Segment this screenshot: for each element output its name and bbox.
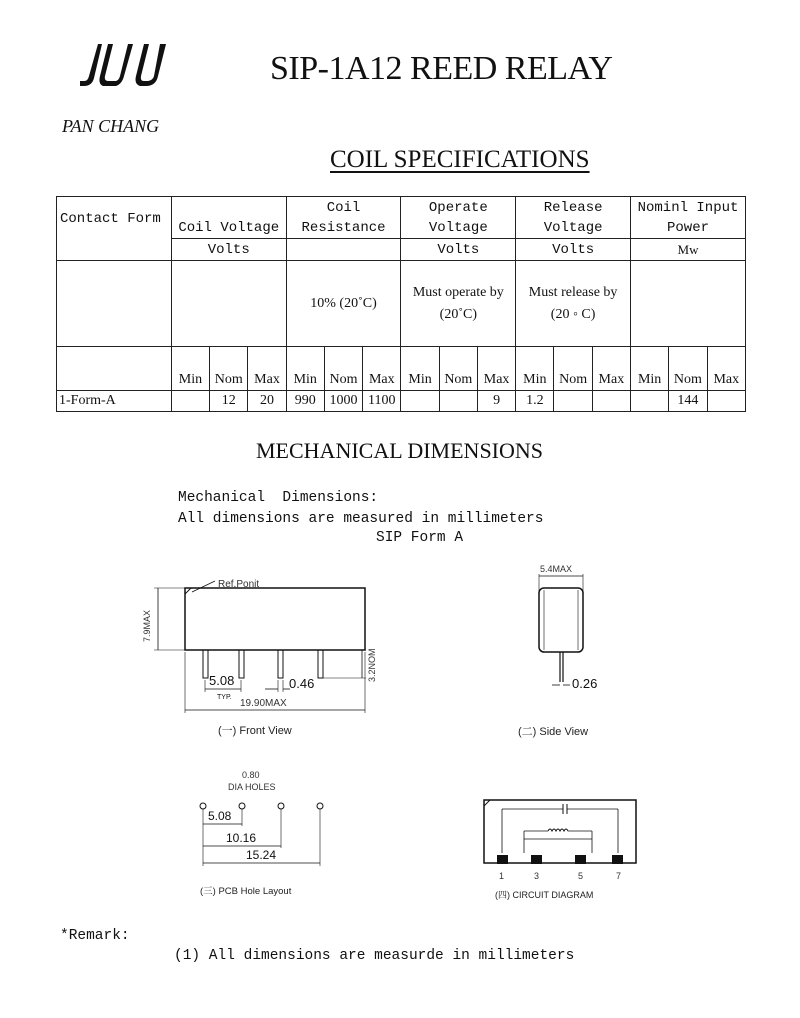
sub-header-cell: Min	[516, 347, 554, 391]
mechanical-dimensions-heading: MECHANICAL DIMENSIONS	[256, 438, 544, 463]
data-cell: 9	[477, 391, 515, 412]
unit-volts: Volts	[171, 239, 286, 261]
data-cell: 1100	[363, 391, 401, 412]
header-input-power: Nominl Input Power	[631, 197, 746, 239]
height-label: 7.9MAX	[142, 609, 152, 642]
pitch-label: 5.08	[209, 673, 235, 688]
holes-size-label: 0.80	[242, 770, 260, 780]
data-cell: 144	[669, 391, 707, 412]
page-title: SIP-1A12 REED RELAY	[270, 50, 613, 87]
sub-header-cell: Max	[363, 347, 401, 391]
data-cell	[707, 391, 745, 412]
sub-header-cell: Max	[592, 347, 630, 391]
header-operate-voltage: Operate Voltage	[401, 197, 516, 239]
pcb-d1-label: 5.08	[208, 809, 232, 823]
pcb-hole-layout-drawing	[190, 766, 350, 901]
data-cell: 20	[248, 391, 286, 412]
notes-blank	[631, 261, 746, 347]
pin-5-label: 5	[578, 871, 584, 881]
data-cell	[592, 391, 630, 412]
side-pin-label: 0.26	[572, 676, 598, 691]
data-cell: 1.2	[516, 391, 554, 412]
pin-width-label: 0.46	[289, 676, 315, 691]
sub-header-cell: Min	[401, 347, 439, 391]
unit-volts: Volts	[516, 239, 631, 261]
sub-header-cell: Nom	[554, 347, 592, 391]
header-contact-form: Contact Form	[57, 197, 172, 261]
ju-logo	[78, 40, 170, 92]
sub-header-cell: Min	[286, 347, 324, 391]
sub-header-cell: Nom	[324, 347, 362, 391]
sip-form-label: SIP Form A	[376, 530, 464, 546]
sub-header-cell: Min	[631, 347, 669, 391]
data-cell	[439, 391, 477, 412]
pin-7-label: 7	[616, 871, 622, 881]
sub-header-cell: Nom	[669, 347, 707, 391]
header-coil-voltage: Coil Voltage	[171, 197, 286, 239]
holes-dia-label: DIA HOLES	[228, 782, 276, 792]
coil-spec-table	[56, 196, 746, 412]
sub-header-cell: Max	[707, 347, 745, 391]
sub-header-cell: Nom	[439, 347, 477, 391]
remark-label: *Remark:	[60, 928, 130, 944]
sub-header-cell: Max	[248, 347, 286, 391]
pcb-d3-label: 15.24	[246, 848, 277, 862]
side-width-label: 5.4MAX	[540, 564, 573, 574]
remark-item-1: (1) All dimensions are measurde in millimeters	[174, 948, 575, 964]
circuit-diagram-drawing	[480, 795, 640, 905]
ref-point-label: Ref.Ponit	[218, 579, 260, 590]
header-release-voltage: Release Voltage	[516, 197, 631, 239]
length-label: 19.90MAX	[240, 698, 287, 709]
sub-header-cell: Max	[477, 347, 515, 391]
operate-note: Must operate by (20˚C)	[401, 261, 516, 347]
unit-mw: Mw	[631, 239, 746, 261]
unit-volts: Volts	[401, 239, 516, 261]
resistance-note: 10% (20˚C)	[286, 261, 401, 347]
data-cell: 12	[210, 391, 248, 412]
pcb-caption: (三) PCB Hole Layout	[200, 886, 292, 897]
row-label: 1-Form-A	[57, 391, 172, 412]
sub-header-cell: Min	[171, 347, 209, 391]
data-cell: 990	[286, 391, 324, 412]
side-view-caption: (二) Side View	[518, 726, 589, 738]
data-cell	[554, 391, 592, 412]
data-cell: 1000	[324, 391, 362, 412]
circuit-caption: (四) CIRCUIT DIAGRAM	[495, 890, 594, 900]
pcb-d2-label: 10.16	[226, 831, 257, 845]
mechanical-intro: Mechanical Dimensions: All dimensions are measured in millimeters	[178, 490, 544, 527]
sub-header-cell: Nom	[210, 347, 248, 391]
data-cell	[171, 391, 209, 412]
data-cell	[631, 391, 669, 412]
front-view-caption: (一) Front View	[218, 725, 292, 737]
pin-length-label: 3.2NOM	[367, 648, 377, 682]
data-cell	[401, 391, 439, 412]
release-note: Must release by (20 ◦ C)	[516, 261, 631, 347]
sub-blank	[57, 347, 172, 391]
side-view-drawing	[512, 560, 622, 745]
notes-blank	[171, 261, 286, 347]
coil-specifications-heading: COIL SPECIFICATIONS	[330, 146, 590, 173]
pin-1-label: 1	[499, 871, 505, 881]
front-view-drawing	[140, 570, 400, 745]
notes-blank	[57, 261, 172, 347]
typ-label: TYP.	[217, 694, 232, 701]
company-name: PAN CHANG	[62, 116, 160, 136]
unit-blank	[286, 239, 401, 261]
header-coil-resistance: Coil Resistance	[286, 197, 401, 239]
pin-3-label: 3	[534, 871, 540, 881]
